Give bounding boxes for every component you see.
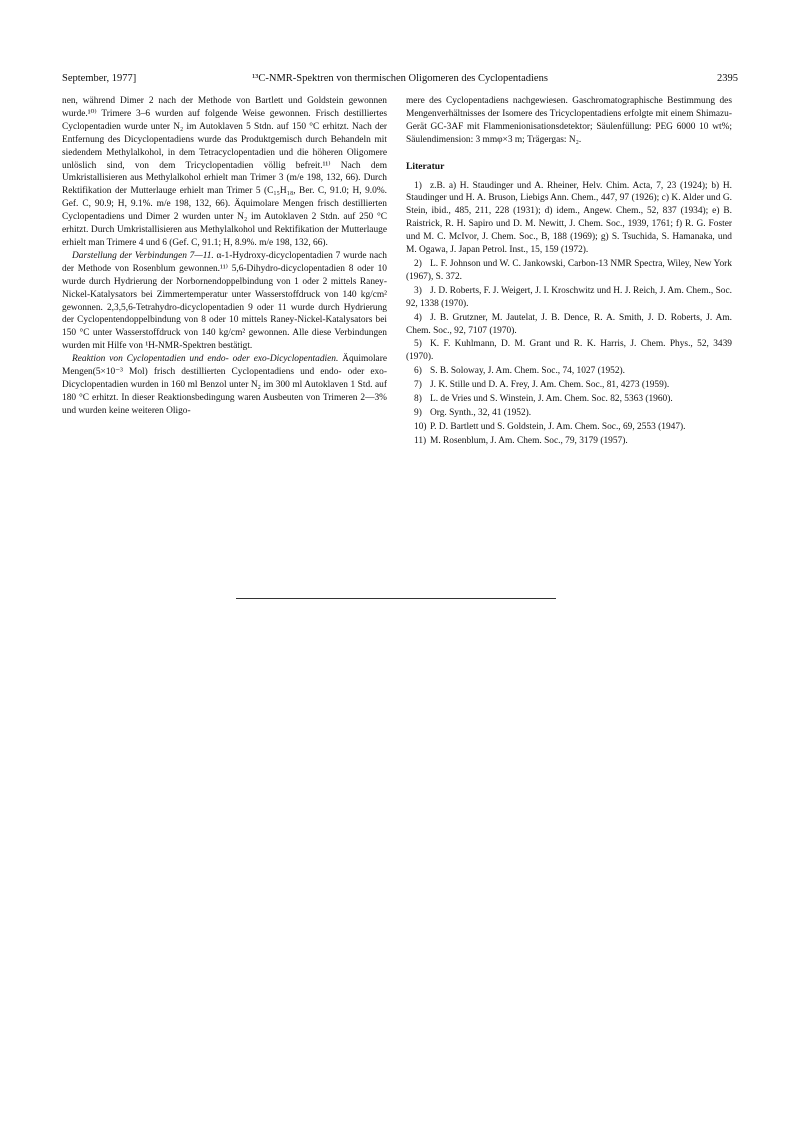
paragraph-gc: mere des Cyclopentadiens nachgewiesen. Gaschromatographische Bestimmung des Mengenverhältnisses der Isomere des Tricyclopentadiens erfolgte mit einem Shimazu-Gerät GC-3AF mit Flammenionisationsdetektor; Säulenfüllung: PEG 6000 10 wt%; Säulendimension: 3 mmφ×3 m; Trägergas: N₂. [406,96,732,145]
reference-item: 9) Org. Synth., 32, 41 (1952). [414,407,532,418]
paragraph-reaction-text: Äquimolare Mengen(5×10⁻³ Mol) frisch destillierten Cyclopentadiens und endo- oder exo-Dicyclopentadien wurden in 160 ml Benzol unter N₂ im 300 ml Autoklaven 1 Std. auf 180 °C erhitzt. In dieser Reaktionsbedingung waren Ausbeuten von Trimeren 2—3% und wurden keine weiteren Oligo- [62,354,387,416]
reference-item: 3) J. D. Roberts, F. J. Weigert, J. I. Kroschwitz und H. J. Reich, J. Am. Chem., Soc. 92, 1338 (1970). [406,285,732,309]
left-column [62,95,387,418]
reference-item: 2) L. F. Johnson und W. C. Jankowski, Carbon-13 NMR Spectra, Wiley, New York (1967), S. 372. [406,258,732,282]
reference-item: 1) z.B. a) H. Staudinger und A. Rheiner, Helv. Chim. Acta, 7, 23 (1924); b) H. Staudinger und H. A. Bruson, Liebigs Ann. Chem., 447, 97 (1926); c) K. Alder und G. Stein, ibid., 485, 211, 228 (1931); d) idem., Angew. Chem., 52, 837 (1934); e) B. Raistrick, R. H. Sapiro und D. M. Newitt, J. Chem. Soc., 1939, 1761; f) R. G. Foster und M. C. McIvor, J. Chem. Soc., B, 188 (1969); g) S. Tsuchida, S. Hamanaka, und M. Ogawa, J. Japan Petrol. Inst., 15, 159 (1972). [406,180,732,256]
running-header [62,72,738,86]
header-title: ¹³C-NMR-Spektren von thermischen Oligomeren des Cyclopentadiens [252,73,548,84]
reference-item: 6) S. B. Soloway, J. Am. Chem. Soc., 74, 1027 (1952). [414,366,625,377]
reference-item: 4) J. B. Grutzner, M. Jautelat, J. B. Dence, R. A. Smith, J. D. Roberts, J. Am. Chem. Soc., 92, 7107 (1970). [406,312,732,336]
paragraph-reaction [62,353,387,418]
header-date: September, 1977] [62,73,137,84]
page-number: 2395 [717,73,738,84]
reference-item: 5) K. F. Kuhlmann, D. M. Grant und R. K. Harris, J. Chem. Phys., 52, 3439 (1970). [406,339,732,363]
reference-item: 7) J. K. Stille und D. A. Frey, J. Am. Chem. Soc., 81, 4273 (1959). [414,380,670,391]
paragraph-compounds-text: α-1-Hydroxy-dicyclopentadien 7 wurde nach der Methode von Rosenblum gewonnen.¹¹⁾ 5,6-Dihydro-dicyclopentadien 8 oder 10 wurde durch Hydrierung der Norbornendoppelbindung von 1 oder 2 mittels Raney-Nickel-Katalysators bei Zimmertemperatur unter Wasserstoffdruck von 140 kg/cm² gewonnen. 2,3,5,6-Tetrahydro-dicyclopentadien 9 oder 11 wurde durch Hydrierung der Cyclopentendoppelbindung von 8 oder 10 mittels Raney-Nickel-Katalysators bei 150 °C unter Wasserstoffdruck von 140 kg/cm² gewonnen. Alle diese Verbindungen wurden mit Hilfe von ¹H-NMR-Spektren bestätigt. [62,250,387,352]
reference-item: 8) L. de Vries und S. Winstein, J. Am. Chem. Soc. 82, 5363 (1960). [414,394,673,405]
reference-list [406,180,732,448]
section-title-reaction: Reaktion von Cyclopentadien und endo- oder exo-Dicyclopentadien. [72,354,339,365]
right-column [406,95,732,449]
paragraph-compounds [62,250,387,353]
literatur-heading: Literatur [406,160,445,172]
reference-item: 10) P. D. Bartlett und S. Goldstein, J. Am. Chem. Soc., 69, 2553 (1947). [414,421,686,432]
reference-item: 11) M. Rosenblum, J. Am. Chem. Soc., 79, 3179 (1957). [414,435,628,446]
section-title-compounds: Darstellung der Verbindungen 7—11. [72,250,214,261]
paragraph-trimers: nen, während Dimer 2 nach der Methode von Bartlett und Goldstein gewonnen wurde.¹⁰⁾ Trimere 3–6 wurden auf folgende Weise gewonnen. Frisch destilliertes Cyclopentadien wurde unter N₂ im Autoklaven 5 Stdn. auf 150 °C erhitzt. Nach der Entfernung des Dicyclopentadiens wurde das Produktgemisch durch Behandeln mit siedendem Methylalkohol, in dem Tetracyclopentadien und die höheren Oligomere unlöslich sind, von dem Tricyclopentadien völlig befreit.¹¹⁾ Nach dem Umkristallisieren aus Methylalkohol erhielt man Trimer 3 (m/e 198, 132, 66). Durch Rektifikation der Mutterlauge erhielt man Trimer 5 (C₁₅H₁₈, Ber. C, 91.0; H, 9.0%. Gef. C, 90.9; H, 9.1%. m/e 198, 132, 66). Äquimolare Mengen frisch destillierten Cyclopentadiens und Dimer 2 wurden unter N₂ im Autoklaven 2 Stdn. auf 250 °C erhitzt. Durch Umkristallisieren aus Methylalkohol und Rektifikation der Mutterlauge erhielt man Trimere 4 und 6 (Gef. C, 91.1; H, 8.9%. m/e 198, 132, 66). [62,96,387,248]
end-rule [236,598,556,599]
